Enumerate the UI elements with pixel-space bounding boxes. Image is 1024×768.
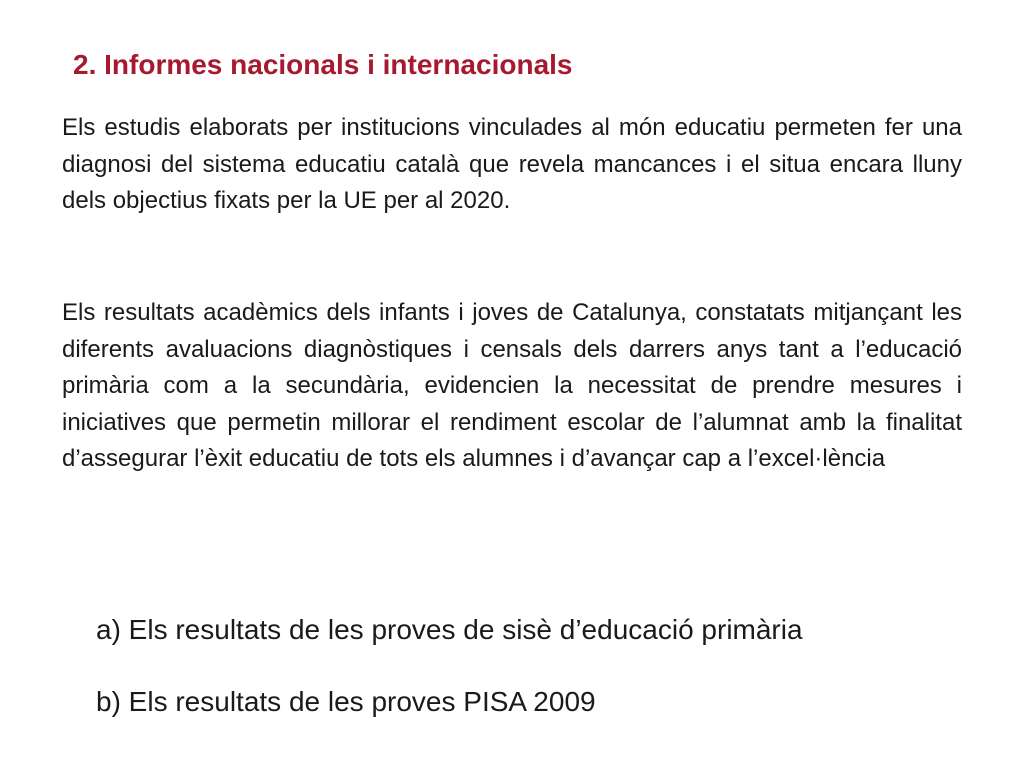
list-item-pisa-results: b) Els resultats de les proves PISA 2009 (96, 686, 596, 717)
results-paragraph: Els resultats acadèmics dels infants i joves de Catalunya, constatats mitjançant les diferents avaluacions diagnòstiques i censals dels darrers anys tant a l’educació primària com a la secundària, evidencien la necessitat de prendre mesures i iniciatives que permetin millorar el rendiment escolar de l’alumnat amb la finalitat d’assegurar l’èxit educatiu de tots els alumnes i d’avançar cap a l’excel·lència (62, 299, 962, 472)
list-item-primary-results: a) Els resultats de les proves de sisè d’educació primària (96, 614, 803, 645)
intro-paragraph: Els estudis elaborats per institucions vinculades al món educatiu permeten fer una diagnosi del sistema educatiu català que revela mancances i el situa encara lluny dels objectius fixats per la UE per al 2020. (62, 114, 962, 214)
slide-title: 2. Informes nacionals i internacionals (73, 49, 573, 80)
